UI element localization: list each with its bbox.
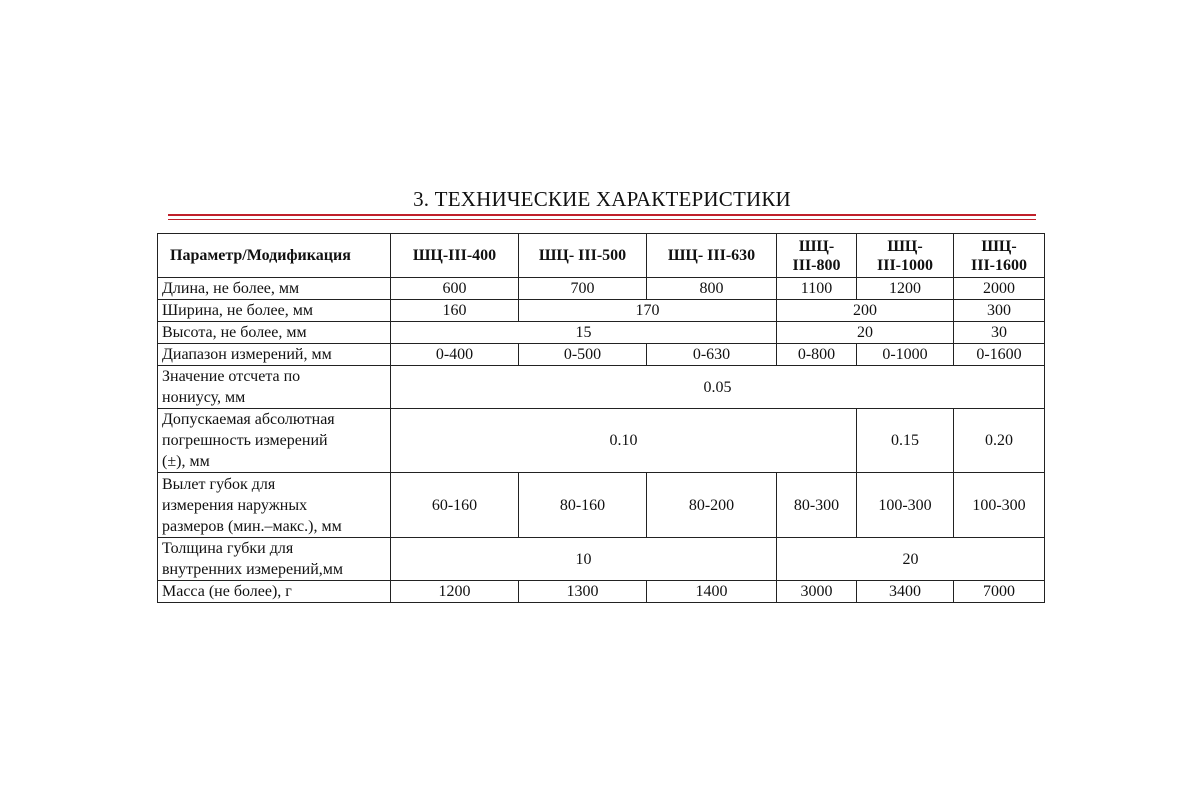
cell-jaw-outer-800: 80-300 — [777, 473, 857, 538]
row-label-jaw-outer-line2: измерения наружных — [162, 496, 308, 514]
row-label-jaw-thickness-line2: внутренних измерений,мм — [162, 561, 344, 578]
cell-length-1600: 2000 — [954, 278, 1045, 300]
row-label-error — [158, 409, 391, 473]
header-model-1600-line2: III-1600 — [970, 256, 1027, 274]
cell-range-800: 0-800 — [777, 344, 857, 366]
row-label-height: Высота, не более, мм — [158, 322, 391, 344]
header-model-800 — [777, 234, 857, 278]
row-label-mass: Масса (не более), г — [158, 581, 391, 603]
cell-height-1600: 30 — [954, 322, 1045, 344]
table-row-jaw-thickness — [158, 538, 1045, 581]
table-row-height — [158, 322, 1045, 344]
cell-height-400-630: 15 — [391, 322, 777, 344]
cell-mass-1600: 7000 — [954, 581, 1045, 603]
cell-error-1000: 0.15 — [857, 409, 954, 473]
title-rule-thick — [168, 214, 1036, 216]
cell-width-800-1000: 200 — [777, 300, 954, 322]
table-row-range — [158, 344, 1045, 366]
cell-range-1600: 0-1600 — [954, 344, 1045, 366]
row-label-jaw-thickness-line1: Толщина губки для — [162, 540, 294, 557]
cell-mass-1000: 3400 — [857, 581, 954, 603]
header-param: Параметр/Модификация — [158, 234, 391, 278]
header-model-800-line2: III-800 — [792, 256, 841, 274]
table-header-row — [158, 234, 1045, 278]
cell-jaw-thickness-400-630: 10 — [391, 538, 777, 581]
table-row-error — [158, 409, 1045, 473]
cell-length-630: 800 — [647, 278, 777, 300]
cell-length-500: 700 — [519, 278, 647, 300]
cell-range-1000: 0-1000 — [857, 344, 954, 366]
header-model-1600-line1: ШЦ- — [981, 237, 1017, 255]
header-model-1000-line1: ШЦ- — [887, 237, 923, 255]
table-row-mass — [158, 581, 1045, 603]
cell-jaw-outer-1600: 100-300 — [954, 473, 1045, 538]
cell-jaw-outer-400: 60-160 — [391, 473, 519, 538]
table-row-width — [158, 300, 1045, 322]
cell-error-1600: 0.20 — [954, 409, 1045, 473]
cell-mass-630: 1400 — [647, 581, 777, 603]
cell-range-630: 0-630 — [647, 344, 777, 366]
row-label-error-line2: погрешность измерений — [162, 432, 328, 449]
cell-height-800-1000: 20 — [777, 322, 954, 344]
cell-range-500: 0-500 — [519, 344, 647, 366]
row-label-jaw-outer — [158, 473, 391, 538]
header-model-400: ШЦ-III-400 — [391, 234, 519, 278]
row-label-error-line3: (±), мм — [162, 453, 210, 470]
row-label-vernier-line1: Значение отсчета по — [162, 368, 301, 385]
row-label-vernier-line2: нониусу, мм — [162, 389, 246, 406]
header-model-630: ШЦ- III-630 — [647, 234, 777, 278]
cell-error-400-800: 0.10 — [391, 409, 857, 473]
header-model-1000 — [857, 234, 954, 278]
cell-width-1600: 300 — [954, 300, 1045, 322]
header-model-800-line1: ШЦ- — [798, 237, 835, 255]
row-label-range: Диапазон измерений, мм — [158, 344, 391, 366]
row-label-error-line1: Допускаемая абсолютная — [162, 411, 335, 428]
row-label-jaw-outer-line3: размеров (мин.–макс.), мм — [162, 517, 342, 535]
cell-jaw-outer-1000: 100-300 — [857, 473, 954, 538]
cell-vernier-all: 0.05 — [391, 366, 1045, 409]
table-row-jaw-outer — [158, 473, 1045, 538]
cell-jaw-thickness-800-1600: 20 — [777, 538, 1045, 581]
cell-length-400: 600 — [391, 278, 519, 300]
cell-length-800: 1100 — [777, 278, 857, 300]
header-model-1600 — [954, 234, 1045, 278]
cell-jaw-outer-500: 80-160 — [519, 473, 647, 538]
title-rule-thin — [168, 219, 1036, 220]
row-label-jaw-thickness — [158, 538, 391, 581]
cell-mass-400: 1200 — [391, 581, 519, 603]
row-label-vernier — [158, 366, 391, 409]
cell-jaw-outer-630: 80-200 — [647, 473, 777, 538]
header-model-500: ШЦ- III-500 — [519, 234, 647, 278]
table-row-vernier — [158, 366, 1045, 409]
cell-length-1000: 1200 — [857, 278, 954, 300]
header-model-1000-line2: III-1000 — [876, 256, 933, 274]
row-label-length: Длина, не более, мм — [158, 278, 391, 300]
spec-table — [157, 233, 1045, 603]
cell-width-500-630: 170 — [519, 300, 777, 322]
section-title: 3. ТЕХНИЧЕСКИЕ ХАРАКТЕРИСТИКИ — [413, 187, 791, 211]
row-label-jaw-outer-line1: Вылет губок для — [162, 475, 276, 493]
cell-mass-800: 3000 — [777, 581, 857, 603]
table-row-length — [158, 278, 1045, 300]
cell-range-400: 0-400 — [391, 344, 519, 366]
cell-width-400: 160 — [391, 300, 519, 322]
row-label-width: Ширина, не более, мм — [158, 300, 391, 322]
cell-mass-500: 1300 — [519, 581, 647, 603]
